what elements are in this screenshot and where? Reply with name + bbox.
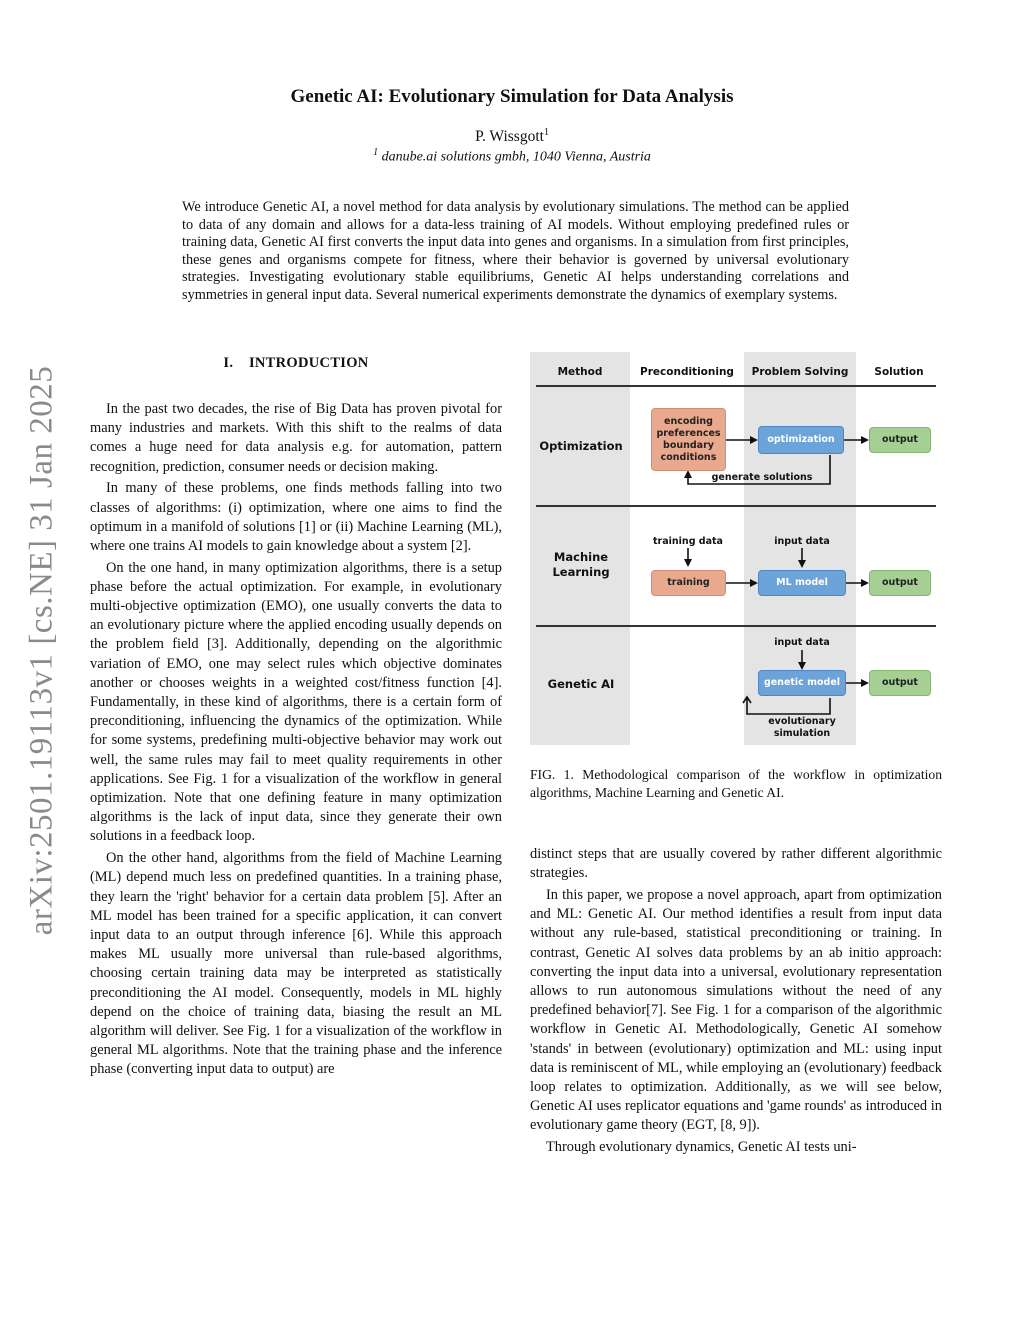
figure-row-ml: Machine Learning — [552, 550, 610, 579]
gai-input-data-label: input data — [774, 637, 830, 648]
gai-model-box: genetic model — [758, 670, 846, 696]
author-line — [0, 127, 1024, 146]
left-column — [90, 400, 502, 1082]
section-number: I. — [223, 355, 234, 371]
arxiv-id: arXiv:2501.19113v1 [cs.NE] 31 Jan 2025 — [23, 365, 60, 935]
figure-caption: FIG. 1. Methodological comparison of the workflow in optimization algorithms, Machine Learning and Genetic AI. — [530, 767, 942, 800]
gai-output-box: output — [869, 670, 931, 696]
opt-loop-label: generate solutions — [711, 472, 813, 483]
figure-row-optimization: Optimization — [539, 439, 623, 453]
ml-training-box: training — [651, 570, 726, 596]
opt-preconditioning-box: encoding preferences boundary conditions — [651, 408, 726, 471]
paper-title: Genetic AI: Evolutionary Simulation for Data Analysis — [290, 86, 734, 107]
arxiv-stamp — [22, 360, 62, 940]
author-name: P. Wissgott — [475, 128, 544, 146]
abstract: We introduce Genetic AI, a novel method for data analysis by evolutionary simulations. The method can be applied to data of any domain and allows for a data-less training of AI models. Without employing predefined rules or training data, Genetic AI first converts the input data into genes and organisms. In a simulation from first principles, these genes and organisms compete for fitness, where their behavior is governed by universal evolutionary strategies. Investigating evolutionary stable equilibriums, Genetic AI helps understanding correlations and symmetries in general input data. Several numerical experiments demonstrate the dynamics of exemplary systems. — [182, 199, 849, 303]
section-heading — [90, 355, 502, 372]
section-title: INTRODUCTION — [248, 355, 369, 371]
figure-row-genetic-ai: Genetic AI — [547, 677, 615, 691]
figure-col-method: Method — [557, 366, 603, 378]
paragraph: In the past two decades, the rise of Big Data has proven pivotal for many industries and markets. With this shift to the realms of data comes a huge need for data analysis e.g. for automation, pattern recognition, prediction, consumer needs or decision making. — [90, 401, 502, 475]
affiliation-line — [0, 147, 1024, 166]
paragraph: On the one hand, in many optimization algorithms, there is a setup phase before the actual optimization. For example, in evolutionary multi-objective optimization (EMO), one usually converts the data to an evolutionary picture where the applied encoding usually depends on the problem field [3]. Additionally, depending on the algorithmic variation of EMO, one may select rules which objective dominates another or chooses weights in a weighted cost/fitness function [4]. Fundamentally, in these kind of algorithms, there is a certain form of preconditioning, influencing the dynamics of the optimization. While for some systems, predefining multi-objective behavior may work out well, the same rules may fail to meet quality requirements in other applications. See Fig. 1 for a visualization of the workflow in general optimization. Note that one defining feature in many optimization algorithms is the lack of input data, since they generate their own solutions in a feedback loop. — [90, 559, 502, 845]
figure-col-problem-solving: Problem Solving — [751, 366, 849, 378]
opt-optimization-box: optimization — [758, 426, 844, 454]
author-sup: 1 — [543, 127, 549, 138]
affiliation: danube.ai solutions gmbh, 1040 Vienna, Austria — [381, 149, 651, 165]
ml-output-box: output — [869, 570, 931, 596]
paragraph: distinct steps that are usually covered by rather different algorithmic strategies. — [530, 846, 942, 882]
paragraph: On the other hand, algorithms from the field of Machine Learning (ML) depend much less on predefined quantities. In a training phase, they learn the 'right' behavior for a certain data problem [5]. After an ML model has been trained for a specific application, it can convert input data to an output through inference [6]. While this approach makes ML usually more universal than rule-based algorithms, choosing certain training data may be interpreted as statistically preconditioning the AI model. Consequently, models in ML highly depend on the choice of training data, biasing the result an ML algorithm will deliver. See Fig. 1 for a visualization of the workflow in general ML algorithms. Note that the training phase and the inference phase (converting input data to output) are — [90, 850, 502, 1078]
affiliation-sup: 1 — [373, 147, 379, 158]
opt-output-box: output — [869, 427, 931, 453]
ml-input-data-label: input data — [774, 536, 830, 547]
right-column — [530, 845, 942, 1160]
paragraph: Through evolutionary dynamics, Genetic AI tests uni- — [546, 1139, 857, 1156]
ml-model-box: ML model — [758, 570, 846, 596]
figure-1 — [530, 352, 942, 745]
gai-loop-label: evolutionary simulation — [768, 716, 836, 739]
figure-col-solution: Solution — [874, 366, 924, 378]
feedback-loop — [747, 698, 830, 714]
paragraph: In this paper, we propose a novel approach, apart from optimization and ML: Genetic AI. Our method identifies a result from input data without any rule-based, statistical preconditioning or training. In contrast, Genetic AI solves data problems by an ab initio approach: converting the input data into a universal, evolutionary representation allows to run autonomous simulations without the need of any predefined behavior[7]. See Fig. 1 for a comparison of the algorithmic workflow in Genetic AI. Methodologically, Genetic AI somehow 'stands' in between (evolutionary) optimization and ML: using input data is reminiscent of ML, while employing an (evolutionary) feedback loop relates to optimization. Additionally, as we will see below, Genetic AI uses replicator equations and 'game rounds' as introduced in evolutionary game theory (EGT, [8, 9]). — [530, 886, 942, 1134]
paragraph: In many of these problems, one finds methods falling into two classes of algorithms: (i) optimization, where one aims to find the optimum in a manifold of solutions [1] or (ii) Machine Learning (ML), where one trains AI models to gain knowledge about a system [2]. — [90, 480, 502, 554]
figure-col-preconditioning: Preconditioning — [640, 366, 734, 378]
ml-training-data-label: training data — [653, 536, 723, 547]
